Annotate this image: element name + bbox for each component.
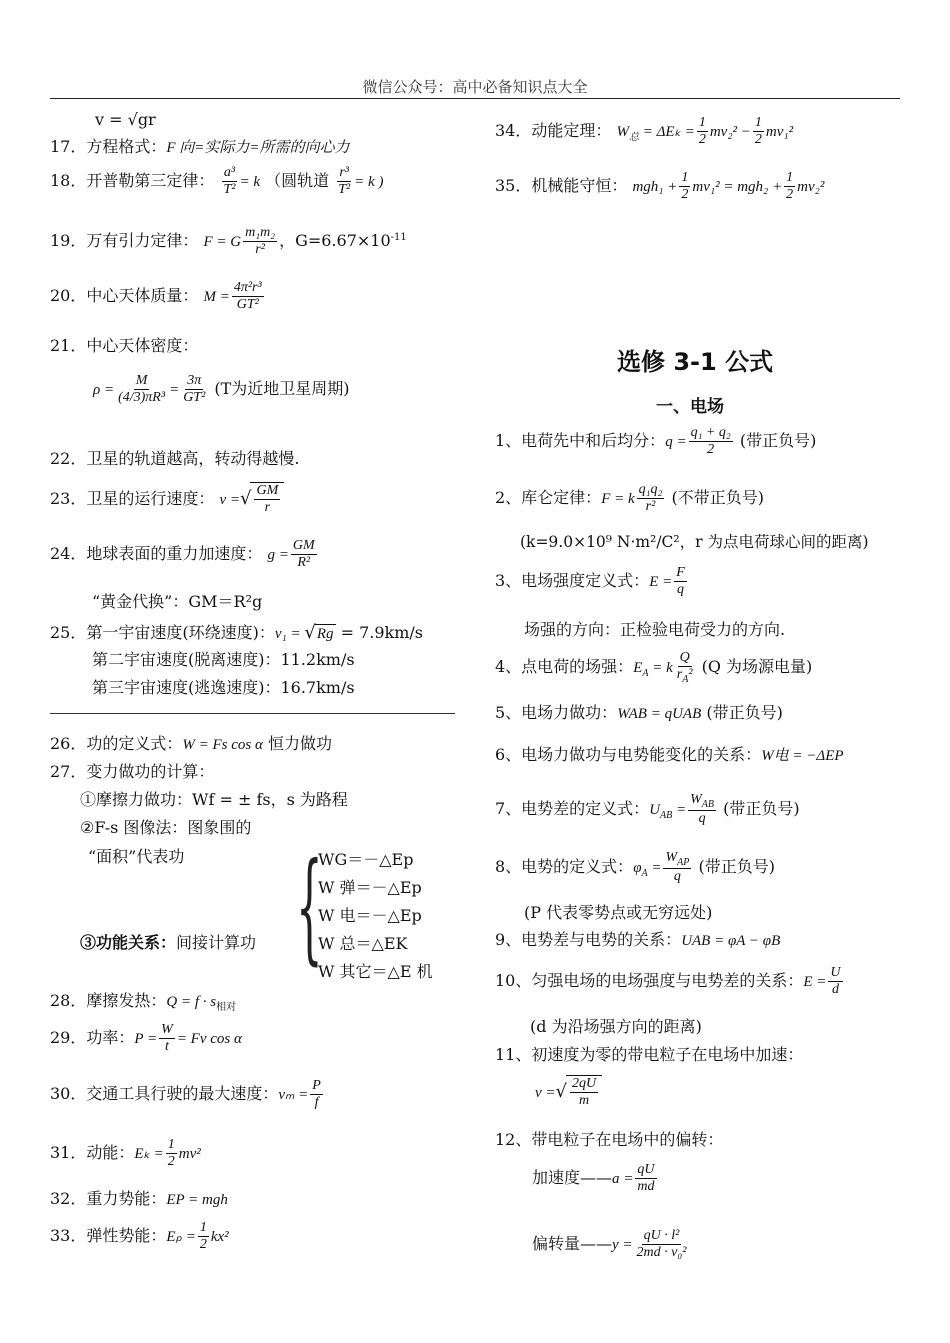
item-23: 23．卫星的运行速度： v =√ $\frac{GM}{r}$ xyxy=(50,482,284,516)
item-17-formula: F 向=实际力=所需的向心力 xyxy=(166,140,350,156)
item-25-third: 第三宇宙速度(逃逸速度)：16.7km/s xyxy=(92,678,355,697)
r-item-10: 10、匀强电场的电场强度与电势差的关系：E = $\frac{U}{d}$ xyxy=(495,965,841,998)
r-item-6-formula: W电 = −ΔEP xyxy=(761,748,844,764)
r-item-9-formula: UAB = φA − φB xyxy=(681,933,781,949)
r-item-12-def-label: 偏转量—— xyxy=(532,1234,613,1254)
golden-substitution: “黄金代换”：GM＝R²g xyxy=(92,592,263,611)
item-25: 25．第一宇宙速度(环绕速度)：v₁ = √Rg = 7.9km/s xyxy=(50,622,424,643)
item-28-label: 28．摩擦发热： xyxy=(50,991,167,1010)
item-32 xyxy=(50,1189,228,1209)
r-item-3-direction: 场强的方向：正检验电荷受力的方向. xyxy=(524,620,786,639)
formula-v-sqrt-gr: v = √gr xyxy=(95,110,156,129)
r-item-8: 8、电势的定义式：$\varphi_A$ = $W_{AP}$ q (带正负号) xyxy=(495,850,775,885)
item-35: 35．机械能守恒： mgh₁ + $\frac{1}{2}$ mv₁² = mgh₂ + $\frac{1}{2}$ mv₂² xyxy=(495,170,825,203)
r-item-7-note: (带正负号) xyxy=(723,799,800,819)
r-item-11: 11、初速度为零的带电粒子在电场中加速： xyxy=(495,1045,804,1064)
item-32-label: 32．重力势能： xyxy=(50,1189,167,1208)
r-item-5-label: 5、电场力做功： xyxy=(495,703,618,722)
section-divider xyxy=(50,713,455,714)
r-item-4-note: (Q 为场源电量) xyxy=(701,657,813,677)
r-item-1-note: (带正负号) xyxy=(739,431,817,451)
item-26-note: 恒力做功 xyxy=(262,734,332,753)
r-item-3: 3、电场强度定义式：E = $\frac{F}{q}$ xyxy=(495,565,685,598)
r-item-2: 2、库仑定律：F = k $\frac{\text{q₁q₂}}{\text{r²}}$ (不带正负号) xyxy=(495,482,764,515)
r-item-2-note: (不带正负号) xyxy=(671,488,764,508)
item-31: 31．动能：Eₖ = $\frac{1}{2}$ mv² xyxy=(50,1137,201,1170)
item-20-label: 20．中心天体质量： xyxy=(50,286,199,306)
item-21: 21．中心天体密度： xyxy=(50,336,199,355)
r-item-5-formula: WAB = qUAB xyxy=(617,706,702,722)
item-20: 20．中心天体质量： M = $\frac{\text{4π²r³}}{\text{GT²}}$ xyxy=(50,280,262,313)
r-item-4: 4、点电荷的场强：$E_A = k$ $\frac{Q}{r_A^2}$ (Q 为场源电量) xyxy=(495,650,813,685)
section-title: 选修 3-1 公式 xyxy=(617,348,774,376)
r-item-12: 12、带电粒子在电场中的偏转： xyxy=(495,1130,724,1149)
item-35-label: 35．机械能守恒： xyxy=(495,176,628,196)
item-18-note: （圆轨道 xyxy=(265,171,330,191)
item-17-label: 17．方程格式： xyxy=(50,137,167,156)
header-rule xyxy=(50,98,900,99)
item-26-label: 26．功的定义式： xyxy=(50,734,183,753)
item-24-label: 24．地球表面的重力加速度： xyxy=(50,544,263,564)
r-item-12-acceleration: 加速度——a = $\frac{qU}{md}$ xyxy=(532,1162,655,1195)
r-item-2-label: 2、库仑定律： xyxy=(495,488,602,508)
r-item-7-label: 7、电势差的定义式： xyxy=(495,799,650,819)
r-item-6-label: 6、电场力做功与电势能变化的关系： xyxy=(495,745,762,764)
item-27-energy-label: ③功能关系： xyxy=(80,933,177,952)
r-item-1-label: 1、电荷先中和后均分： xyxy=(495,431,666,451)
brace-icon: { xyxy=(296,838,323,977)
work-other: W 其它＝△E 机 xyxy=(318,962,433,981)
item-32-formula: EP = mgh xyxy=(166,1192,228,1208)
item-33-label: 33．弹性势能： xyxy=(50,1226,167,1246)
r-item-12-acc-label: 加速度—— xyxy=(532,1168,613,1188)
r-item-6 xyxy=(495,745,844,765)
work-electric: W 电＝－△Ep xyxy=(318,906,422,925)
item-25-value: = 7.9km/s xyxy=(340,623,424,642)
item-17 xyxy=(50,137,350,157)
item-29: 29．功率：P = $\frac{W}{t}$ = Fv cos α xyxy=(50,1022,242,1055)
item-25-second: 第二宇宙速度(脱离速度)：11.2km/s xyxy=(92,650,355,669)
item-27-energy xyxy=(80,933,256,952)
item-27-energy-note: 间接计算功 xyxy=(176,933,257,952)
r-item-5-note: (带正负号) xyxy=(706,703,783,722)
r-item-8-note: (带正负号) xyxy=(698,857,775,877)
item-19: 19．万有引力定律： F = G $\frac{\text{m₁m₂}}{\text{r²}}$ ，$G=6.67\times 10^{-11}$ xyxy=(50,225,407,258)
r-item-10-note: (d 为沿场强方向的距离) xyxy=(530,1017,702,1036)
item-21-note: (T为近地卫星周期) xyxy=(214,379,350,399)
item-34-label: 34．动能定理： xyxy=(495,121,612,141)
r-item-8-label: 8、电势的定义式： xyxy=(495,857,634,877)
item-27-area: “面积”代表功 xyxy=(88,847,185,866)
item-28-sub: 相对 xyxy=(216,1002,237,1014)
r-item-8-note2: (P 代表零势点或无穷远处) xyxy=(524,903,713,922)
r-item-1: 1、电荷先中和后均分：q = $\frac{\text{q₁ + q₂}}{2}$ (带正负号) xyxy=(495,425,817,458)
r-item-7: 7、电势差的定义式：$U_{AB}$ = $W_{AB}$ q (带正负号) xyxy=(495,792,800,827)
item-21-formula: ρ = $\frac{M}{\text{(4/3)πR³}}$ = $\frac{3\pi}{\text{GT²}}$ (T为近地卫星周期) xyxy=(93,373,350,406)
item-33: 33．弹性势能：Eₚ = $\frac{1}{2}$ kx² xyxy=(50,1220,229,1253)
item-31-label: 31．动能： xyxy=(50,1143,135,1163)
r-item-2-constant: (k=9.0×10⁹ N·m²/C²，r 为点电荷球心间的距离) xyxy=(520,533,869,551)
item-27-fs-graph: ②F-s 图像法：图象围的 xyxy=(80,818,252,837)
item-30-label: 30．交通工具行驶的最大速度： xyxy=(50,1084,279,1104)
r-item-3-label: 3、电场强度定义式： xyxy=(495,571,650,591)
item-28 xyxy=(50,991,236,1014)
item-19-label: 19．万有引力定律： xyxy=(50,231,199,251)
item-27-friction: ①摩擦力做功：Wf = ± fs，s 为路程 xyxy=(80,790,348,809)
r-item-11-formula: v =√ $\frac{2qU}{m}$ xyxy=(535,1075,602,1109)
item-26 xyxy=(50,734,332,754)
item-19-exp: -11 xyxy=(390,231,407,243)
item-18-label: 18．开普勒第三定律： xyxy=(50,171,215,191)
work-elastic: W 弹＝－△Ep xyxy=(318,878,422,897)
page-header: 微信公众号：高中必备知识点大全 xyxy=(362,78,588,96)
r-item-9-label: 9、电势差与电势的关系： xyxy=(495,930,682,949)
item-34: 34．动能定理： $W_总 = \Delta E_k$ = $\frac{1}{2}$ mv₂² − $\frac{1}{2}$ mv₁² xyxy=(495,115,794,148)
work-gravity: WG＝－△Ep xyxy=(318,850,414,869)
item-29-tail: = Fv cos α xyxy=(176,1031,242,1048)
item-26-formula: W = Fs cos α xyxy=(182,737,263,753)
item-25-label: 25．第一宇宙速度(环绕速度)： xyxy=(50,623,275,642)
item-24: 24．地球表面的重力加速度： g = $\frac{GM}{\text{R²}}$ xyxy=(50,538,315,571)
r-item-10-label: 10、匀强电场的电场强度与电势差的关系： xyxy=(495,971,804,991)
item-18: 18．开普勒第三定律： $\frac{\text{a³}}{\text{T²}}$ = k （圆轨道 $\frac{\text{r³}}{\text{T²}}$ = k ) xyxy=(50,165,384,198)
item-22: 22．卫星的轨道越高，转动得越慢. xyxy=(50,449,300,468)
r-item-5 xyxy=(495,703,783,723)
r-item-4-label: 4、点电荷的场强： xyxy=(495,657,634,677)
kepler-fraction: $\frac{\text{a³}}{\text{T²}}$ xyxy=(223,165,236,198)
item-19-note: ，G=6.67×10 xyxy=(279,231,391,251)
r-item-12-deflection: 偏转量——y = $\frac{\text{qU · l²}}{\text{2md · v₀²}}$ xyxy=(532,1228,687,1261)
r-item-9 xyxy=(495,930,780,950)
section-subtitle: 一、电场 xyxy=(656,397,724,417)
item-29-label: 29．功率： xyxy=(50,1028,135,1048)
item-28-formula: Q = f · s xyxy=(166,994,217,1010)
item-30: 30．交通工具行驶的最大速度：vₘ = $\frac{P}{f}$ xyxy=(50,1078,321,1111)
work-total: W 总＝△EK xyxy=(318,934,408,953)
item-27: 27．变力做功的计算： xyxy=(50,762,215,781)
item-23-label: 23．卫星的运行速度： xyxy=(50,489,215,509)
